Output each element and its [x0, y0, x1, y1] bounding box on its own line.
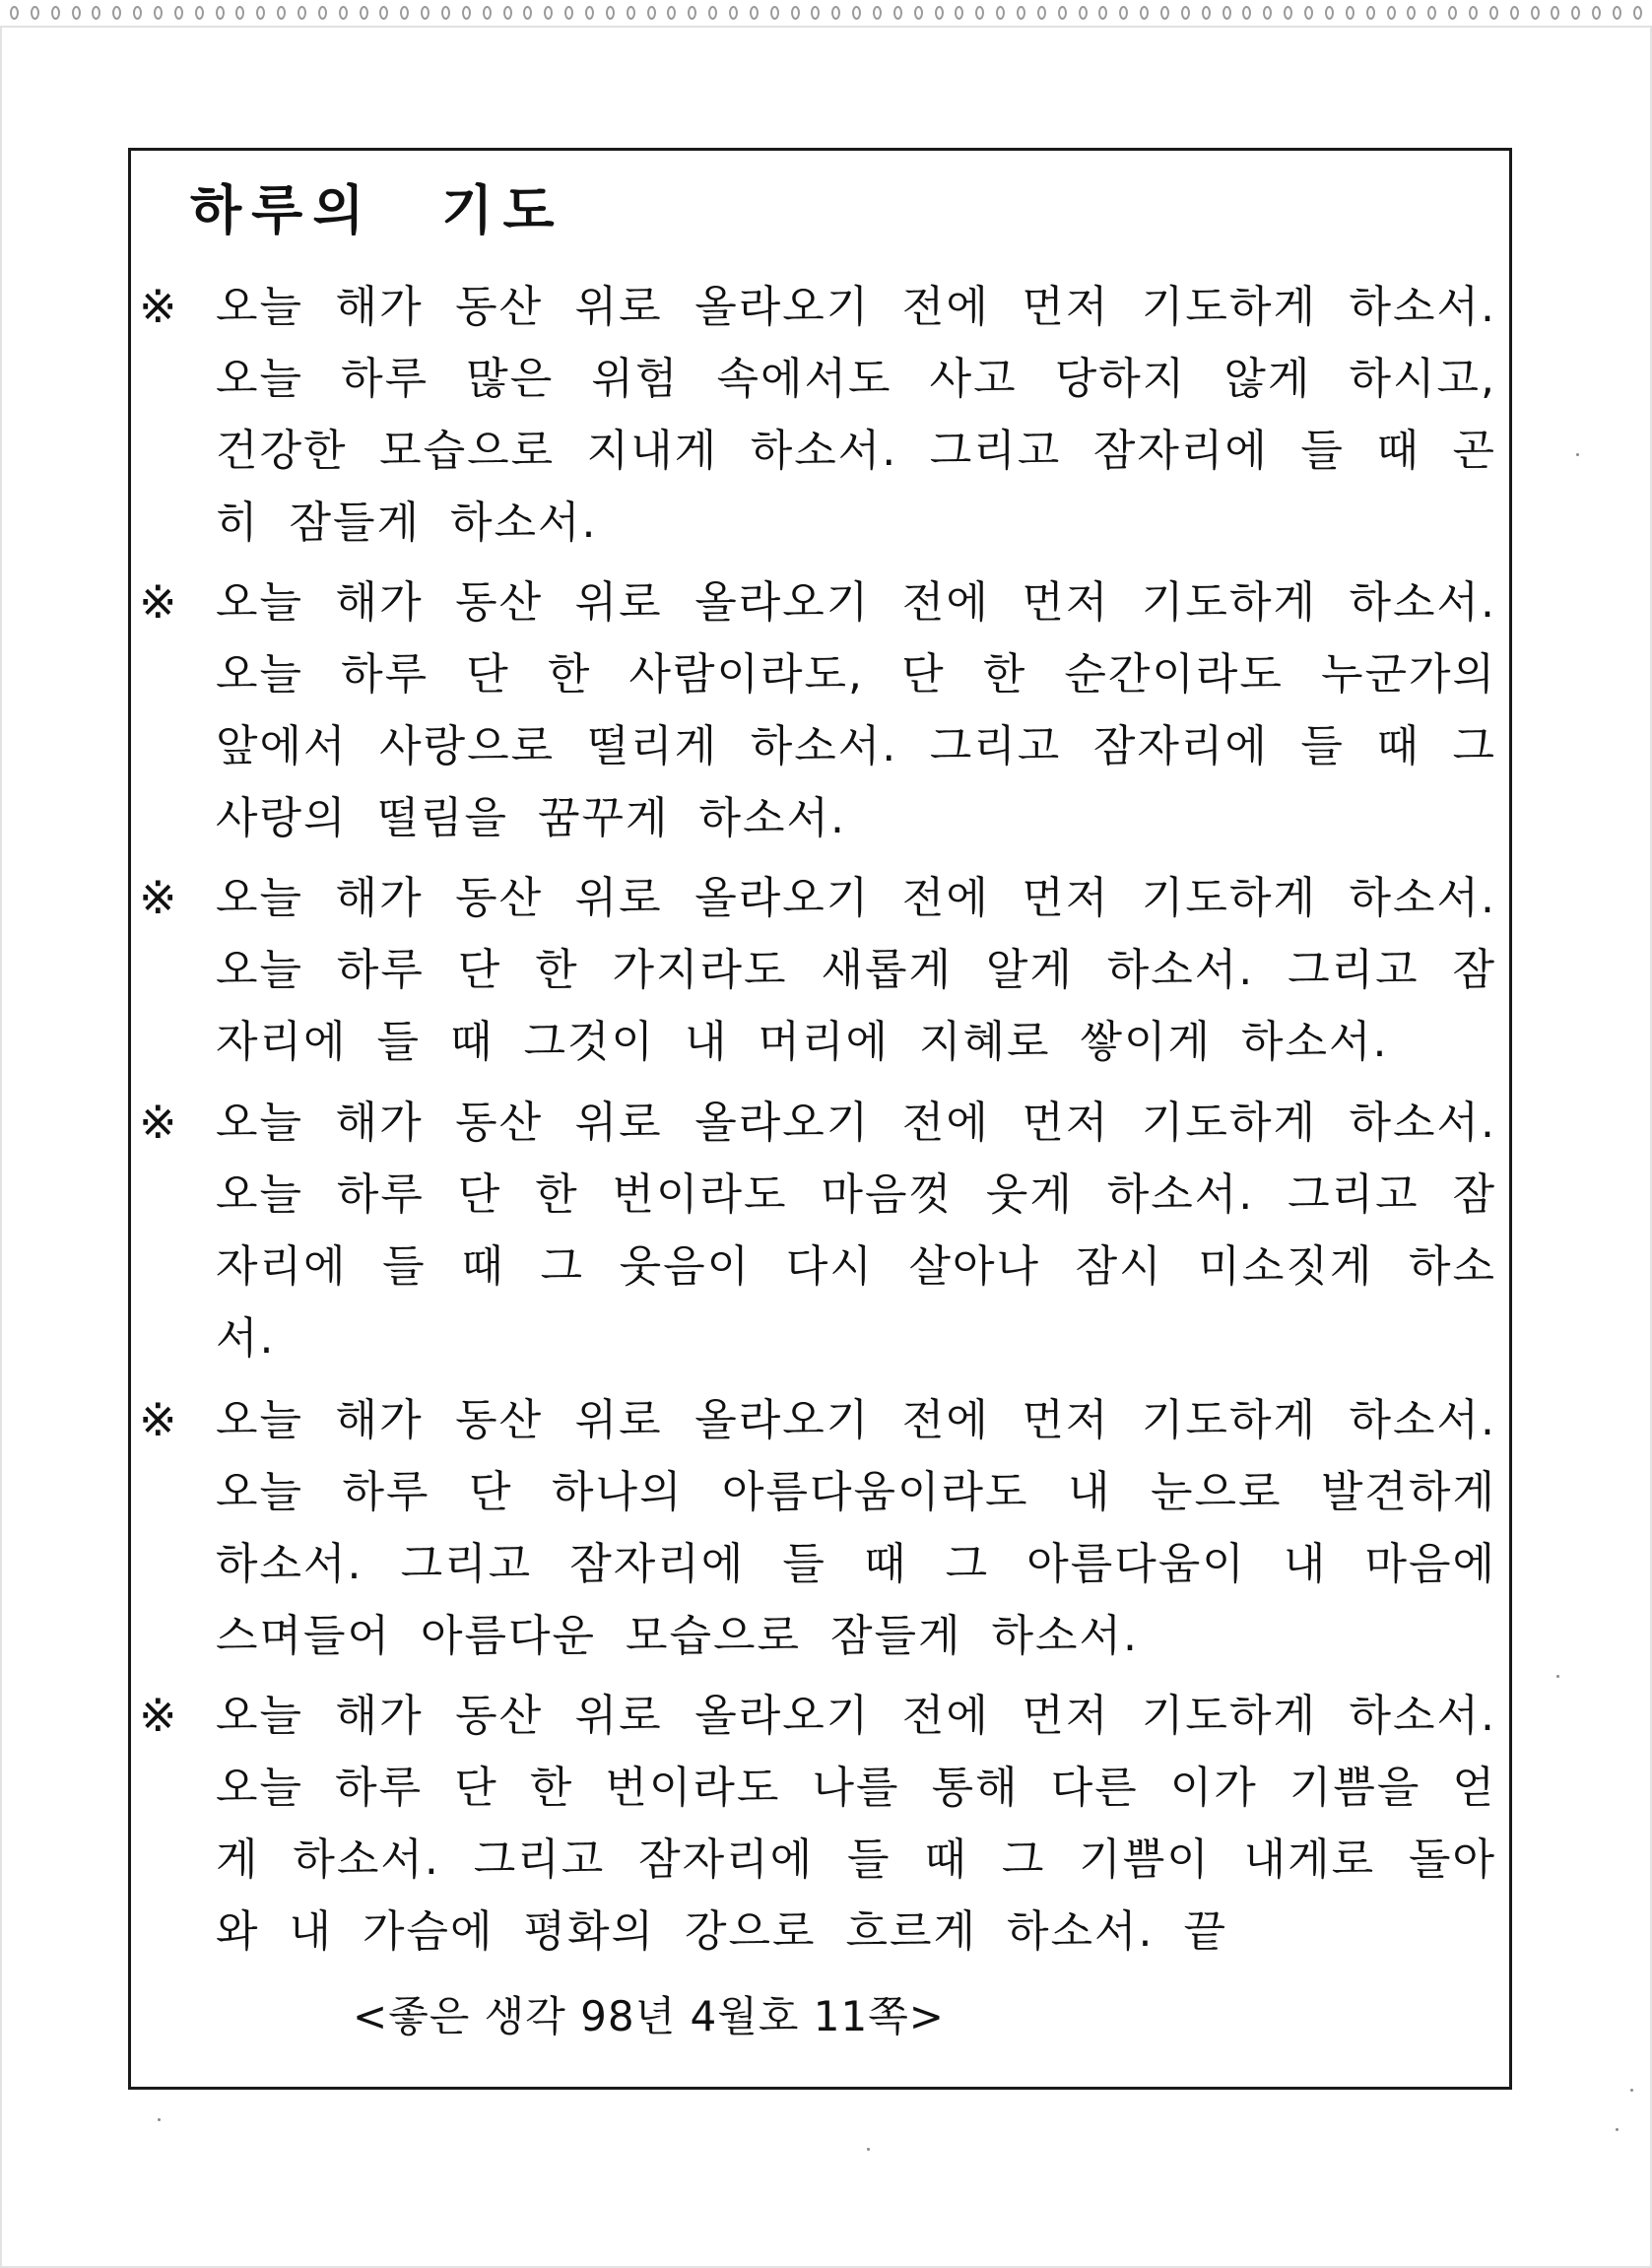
- binding-ring: [831, 6, 840, 20]
- binding-ring: [1222, 6, 1231, 20]
- binding-ring: [1346, 6, 1355, 20]
- binding-ring: [1058, 6, 1067, 20]
- binding-ring: [318, 6, 327, 20]
- binding-ring: [1366, 6, 1375, 20]
- binding-ring: [996, 6, 1005, 20]
- binding-ring: [400, 6, 409, 20]
- binding-ring: [1551, 6, 1559, 20]
- binding-ring: [174, 6, 183, 20]
- reference-mark-icon: ※: [139, 871, 177, 924]
- binding-ring: [729, 6, 738, 20]
- spiral-binding: [0, 0, 1652, 26]
- binding-ring: [1489, 6, 1498, 20]
- binding-ring: [51, 6, 60, 20]
- binding-ring: [523, 6, 532, 20]
- binding-ring: [256, 6, 265, 20]
- binding-ring: [277, 6, 286, 20]
- binding-ring: [750, 6, 759, 20]
- binding-ring: [1079, 6, 1088, 20]
- binding-ring: [235, 6, 244, 20]
- binding-ring: [585, 6, 594, 20]
- binding-ring: [1160, 6, 1169, 20]
- binding-ring: [708, 6, 717, 20]
- binding-ring: [297, 6, 306, 20]
- binding-ring: [606, 6, 615, 20]
- binding-ring: [1613, 6, 1621, 20]
- binding-ring: [421, 6, 430, 20]
- binding-ring: [154, 6, 163, 20]
- binding-ring: [1017, 6, 1025, 20]
- binding-ring: [1407, 6, 1416, 20]
- binding-ring: [133, 6, 142, 20]
- prayer-text: 오늘 해가 동산 위로 올라오기 전에 먼저 기도하게 하소서. 오늘 하루 단 한 번이라도 마음껏 웃게 하소서. 그리고 잠자리에 들 때 그 웃음이 다시 살아나 잠시 미소짓게 하소서.: [216, 1098, 1496, 1364]
- binding-ring: [339, 6, 348, 20]
- binding-ring: [975, 6, 984, 20]
- binding-ring: [1263, 6, 1272, 20]
- binding-ring: [1119, 6, 1128, 20]
- reference-mark-icon: ※: [139, 1096, 177, 1149]
- prayer-text: 오늘 해가 동산 위로 올라오기 전에 먼저 기도하게 하소서. 오늘 하루 많은 위험 속에서도 사고 당하지 않게 하시고, 건강한 모습으로 지내게 하소서. 그리고 잠자리에 들 때 곤히 잠들게 하소서.: [216, 282, 1496, 548]
- prayer-box: [128, 148, 1512, 2090]
- binding-ring: [1448, 6, 1457, 20]
- binding-ring: [112, 6, 121, 20]
- prayer-text: 오늘 해가 동산 위로 올라오기 전에 먼저 기도하게 하소서. 오늘 하루 단 한 사람이라도, 단 한 순간이라도 누군가의 앞에서 사랑으로 떨리게 하소서. 그리고 잠자리에 들 때 그 사랑의 떨림을 꿈꾸게 하소서.: [216, 577, 1496, 843]
- binding-ring: [1427, 6, 1436, 20]
- binding-ring: [893, 6, 902, 20]
- prayer-text: 오늘 해가 동산 위로 올라오기 전에 먼저 기도하게 하소서. 오늘 하루 단 한 번이라도 나를 통해 다른 이가 기쁨을 얻게 하소서. 그리고 잠자리에 들 때 그 기쁨이 내게로 돌아와 내 가슴에 평화의 강으로 흐르게 하소서. 끝: [216, 1691, 1496, 1957]
- binding-ring: [1242, 6, 1251, 20]
- binding-ring: [955, 6, 963, 20]
- binding-ring: [379, 6, 388, 20]
- binding-ring: [647, 6, 656, 20]
- binding-ring: [1037, 6, 1046, 20]
- binding-ring: [195, 6, 204, 20]
- page-title: 하루의 기도: [190, 179, 564, 241]
- binding-ring: [1633, 6, 1642, 20]
- binding-ring: [914, 6, 923, 20]
- binding-ring: [1592, 6, 1601, 20]
- binding-ring: [10, 6, 19, 20]
- binding-ring: [1098, 6, 1107, 20]
- binding-ring: [72, 6, 81, 20]
- binding-ring: [1202, 6, 1211, 20]
- source-citation: <좋은 생각 98년 4월호 11쪽>: [353, 1992, 945, 2040]
- binding-ring: [564, 6, 573, 20]
- reference-mark-icon: ※: [139, 575, 177, 629]
- binding-ring: [627, 6, 635, 20]
- binding-ring: [1325, 6, 1334, 20]
- binding-ring: [1531, 6, 1540, 20]
- binding-ring: [852, 6, 861, 20]
- binding-ring: [92, 6, 100, 20]
- reference-mark-icon: ※: [139, 280, 177, 333]
- binding-ring: [1469, 6, 1478, 20]
- prayer-text: 오늘 해가 동산 위로 올라오기 전에 먼저 기도하게 하소서. 오늘 하루 단 한 가지라도 새롭게 알게 하소서. 그리고 잠자리에 들 때 그것이 내 머리에 지혜로 쌓이게 하소서.: [216, 873, 1496, 1067]
- binding-ring: [462, 6, 471, 20]
- binding-ring: [1510, 6, 1519, 20]
- binding-ring: [1284, 6, 1292, 20]
- binding-ring: [688, 6, 696, 20]
- binding-ring: [441, 6, 450, 20]
- binding-ring: [873, 6, 882, 20]
- binding-ring: [791, 6, 800, 20]
- binding-ring: [667, 6, 676, 20]
- binding-ring: [770, 6, 779, 20]
- reference-mark-icon: ※: [139, 1689, 177, 1742]
- binding-ring: [811, 6, 820, 20]
- binding-ring: [483, 6, 492, 20]
- reference-mark-icon: ※: [139, 1393, 177, 1446]
- binding-ring: [1387, 6, 1396, 20]
- binding-ring: [544, 6, 553, 20]
- binding-ring: [1181, 6, 1190, 20]
- binding-ring: [216, 6, 225, 20]
- binding-ring: [1304, 6, 1313, 20]
- binding-ring: [360, 6, 368, 20]
- binding-ring: [503, 6, 512, 20]
- prayer-text: 오늘 해가 동산 위로 올라오기 전에 먼저 기도하게 하소서. 오늘 하루 단 하나의 아름다움이라도 내 눈으로 발견하게 하소서. 그리고 잠자리에 들 때 그 아름다움이 내 마음에 스며들어 아름다운 모습으로 잠들게 하소서.: [216, 1395, 1496, 1661]
- binding-ring: [31, 6, 39, 20]
- binding-ring: [1140, 6, 1149, 20]
- binding-ring: [1571, 6, 1580, 20]
- binding-ring: [935, 6, 944, 20]
